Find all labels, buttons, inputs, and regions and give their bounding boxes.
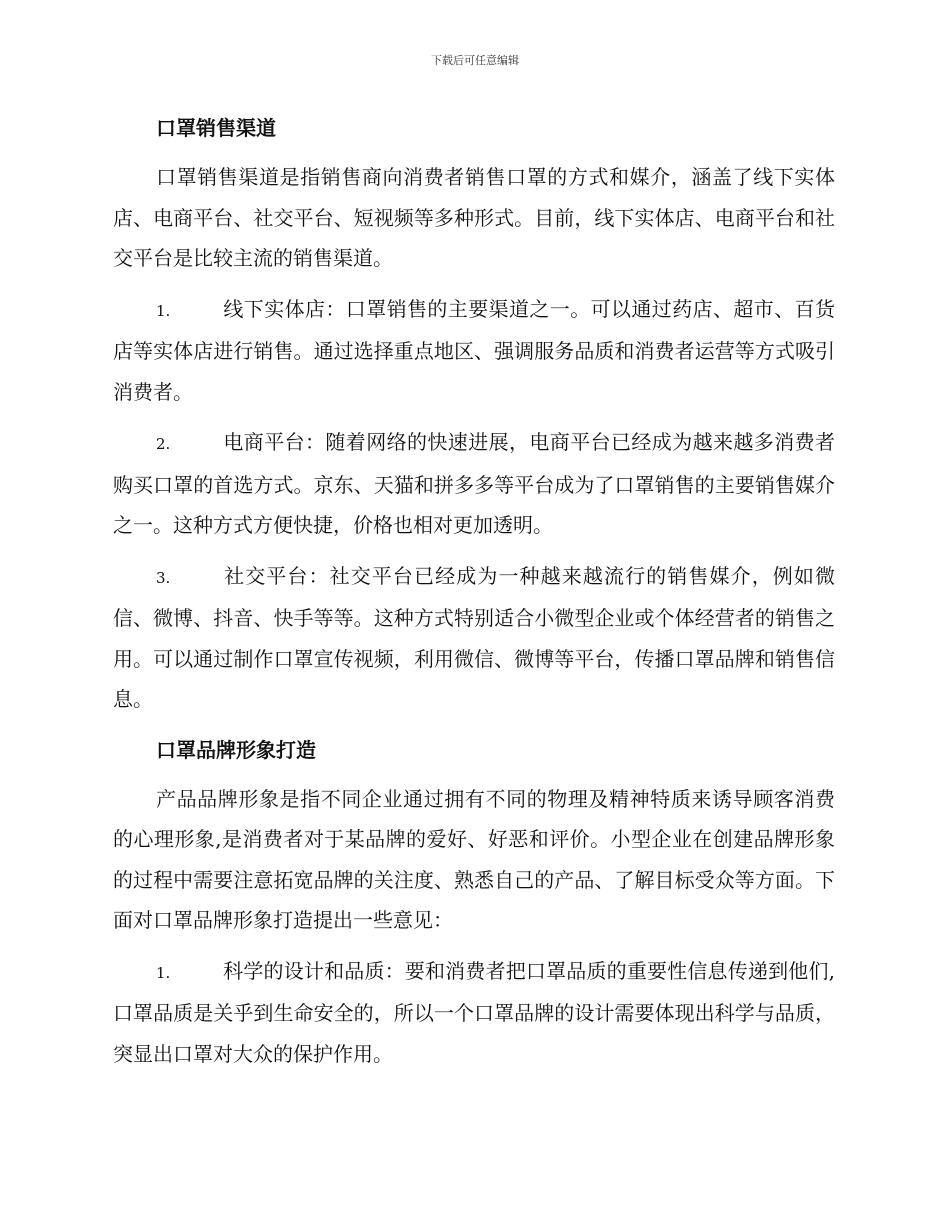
- section-intro-sales-channels: 口罩销售渠道是指销售商向消费者销售口罩的方式和媒介，涵盖了线下实体店、电商平台、社交平台、短视频等多种形式。目前，线下实体店、电商平台和社交平台是比较主流的销售渠道。: [113, 165, 835, 270]
- section-heading-sales-channels: 口罩销售渠道: [156, 116, 276, 140]
- list-item-text: 电商平台：随着网络的快速进展，电商平台已经成为越来越多消费者购买口罩的首选方式。京东、天猫和拼多多等平台成为了口罩销售的主要销售媒介之一。这种方式方便快捷，价格也相对更加透明。: [113, 430, 835, 537]
- list-item-number: 1.: [156, 963, 171, 982]
- list-item-text: 社交平台：社交平台已经成为一种越来越流行的销售媒介，例如微信、微博、抖音、快手等等。这种方式特别适合小微型企业或个体经营者的销售之用。可以通过制作口罩宣传视频，利用微信、微博等平台，传播口罩品牌和销售信息。: [113, 563, 835, 711]
- list-item-number: 2.: [156, 435, 171, 453]
- list-item: [113, 289, 835, 413]
- list-item-text: 科学的设计和品质：要和消费者把口罩品质的重要性信息传递到他们,口罩品质是关乎到生命安全的，所以一个口罩品牌的设计需要体现出科学与品质，突显出口罩对大众的保护作用。: [113, 958, 835, 1066]
- section-heading-brand-image: 口罩品牌形象打造: [156, 737, 316, 762]
- list-item: [113, 556, 835, 720]
- list-item-number: 1.: [156, 301, 171, 320]
- list-item-number: 3.: [156, 568, 171, 587]
- section-intro-brand-image: 产品品牌形象是指不同企业通过拥有不同的物理及精神特质来诱导顾客消费的心理形象,是消费者对于某品牌的爱好、好恶和评价。小型企业在创建品牌形象的过程中需要注意拓宽品牌的关注度、熟悉自己的产品、了解目标受众等方面。下面对口罩品牌形象打造提出一些意见：: [113, 786, 835, 932]
- list-item-text: 线下实体店：口罩销售的主要渠道之一。可以通过药店、超市、百货店等实体店进行销售。通过选择重点地区、强调服务品质和消费者运营等方式吸引消费者。: [113, 296, 835, 404]
- list-item: [113, 951, 835, 1075]
- list-item: [113, 422, 835, 546]
- page-header-note: 下载后可任意编辑: [431, 54, 519, 67]
- document-body: [113, 106, 835, 1074]
